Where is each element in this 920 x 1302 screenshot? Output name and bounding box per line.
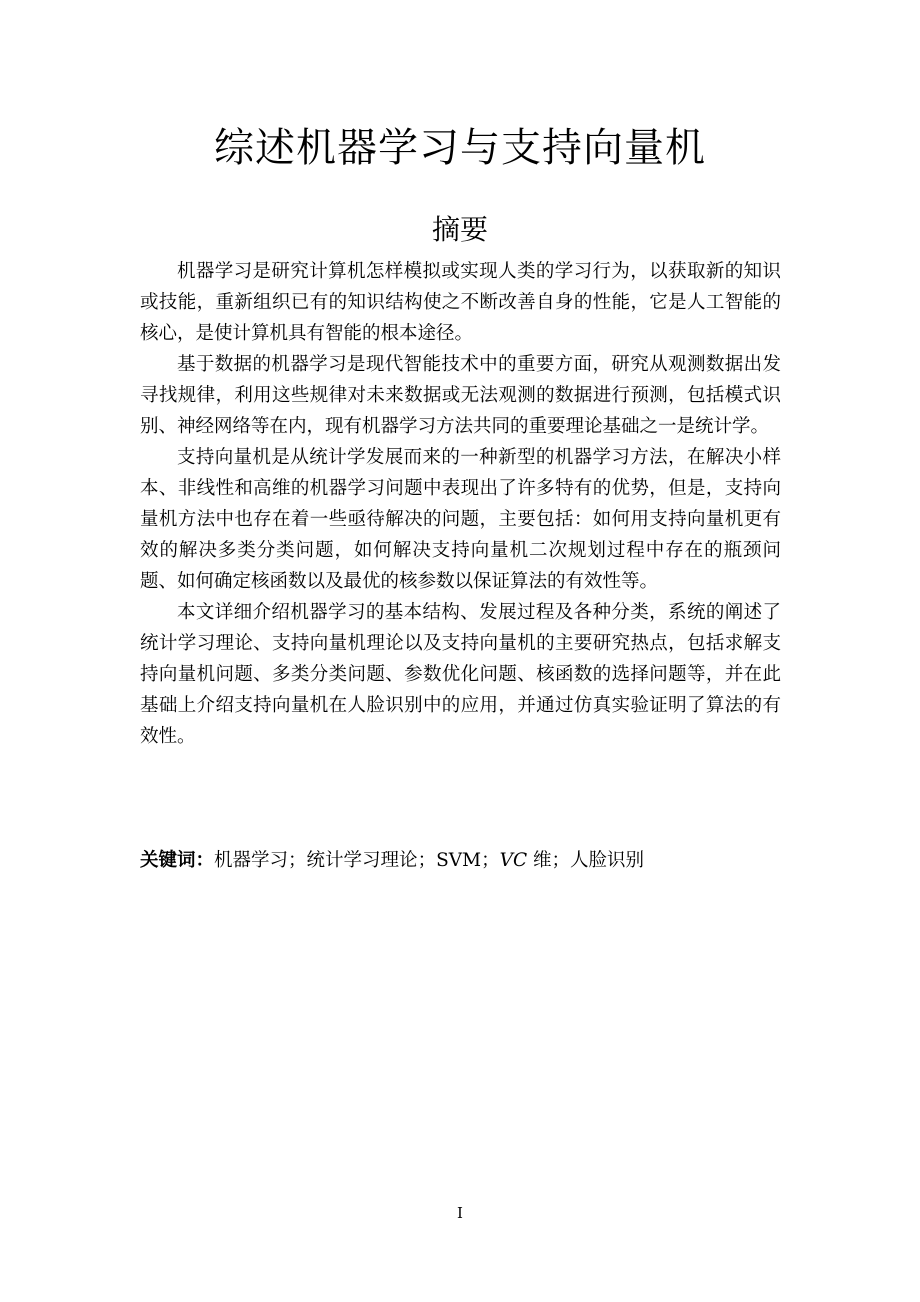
keyword-item: SVM [436,850,482,871]
keyword-separator: ； [417,850,437,871]
abstract-paragraph: 基于数据的机器学习是现代智能技术中的重要方面，研究从观测数据出发寻找规律，利用这些规律对未来数据或无法观测的数据进行预测，包括模式识别、神经网络等在内，现有机器学习方法共同的重要理论基础之一是统计学。 [140,354,781,437]
keywords-label: 关键词： [140,850,215,871]
keyword-item: 维 [532,850,552,871]
abstract-paragraph: 支持向量机是从统计学发展而来的一种新型的机器学习方法，在解决小样本、非线性和高维的机器学习问题中表现出了许多特有的优势，但是，支持向量机方法中也存在着一些亟待解决的问题，主要包括：如何用支持向量机更有效的解决多类分类问题，如何解决支持向量机二次规划过程中存在的瓶颈问题、如何确定核函数以及最优的核参数以保证算法的有效性等。 [140,447,781,592]
keyword-item: 人脸识别 [570,850,645,871]
abstract-paragraph: 本文详细介绍机器学习的基本结构、发展过程及各种分类，系统的阐述了统计学习理论、支持向量机理论以及支持向量机的主要研究热点，包括求解支持向量机问题、多类分类问题、参数优化问题、核函数的选择问题等，并在此基础上介绍支持向量机在人脸识别中的应用，并通过仿真实验证明了算法的有效性。 [140,602,781,747]
keywords-line [140,846,840,876]
abstract-paragraph: 机器学习是研究计算机怎样模拟或实现人类的学习行为，以获取新的知识或技能，重新组织已有的知识结构使之不断改善自身的性能，它是人工智能的核心，是使计算机具有智能的根本途径。 [140,261,781,344]
abstract-body [140,256,781,752]
keyword-separator: ； [288,850,307,871]
keyword-item: 机器学习 [214,850,289,871]
keyword-separator: ； [551,850,571,871]
keyword-item: VC [499,850,528,871]
abstract-heading: 摘要 [431,213,488,246]
keyword-separator: ； [481,850,500,871]
document-title: 综述机器学习与支持向量机 [214,125,706,171]
keyword-item: 统计学习理论 [306,850,418,871]
page-number: I [457,1204,463,1222]
